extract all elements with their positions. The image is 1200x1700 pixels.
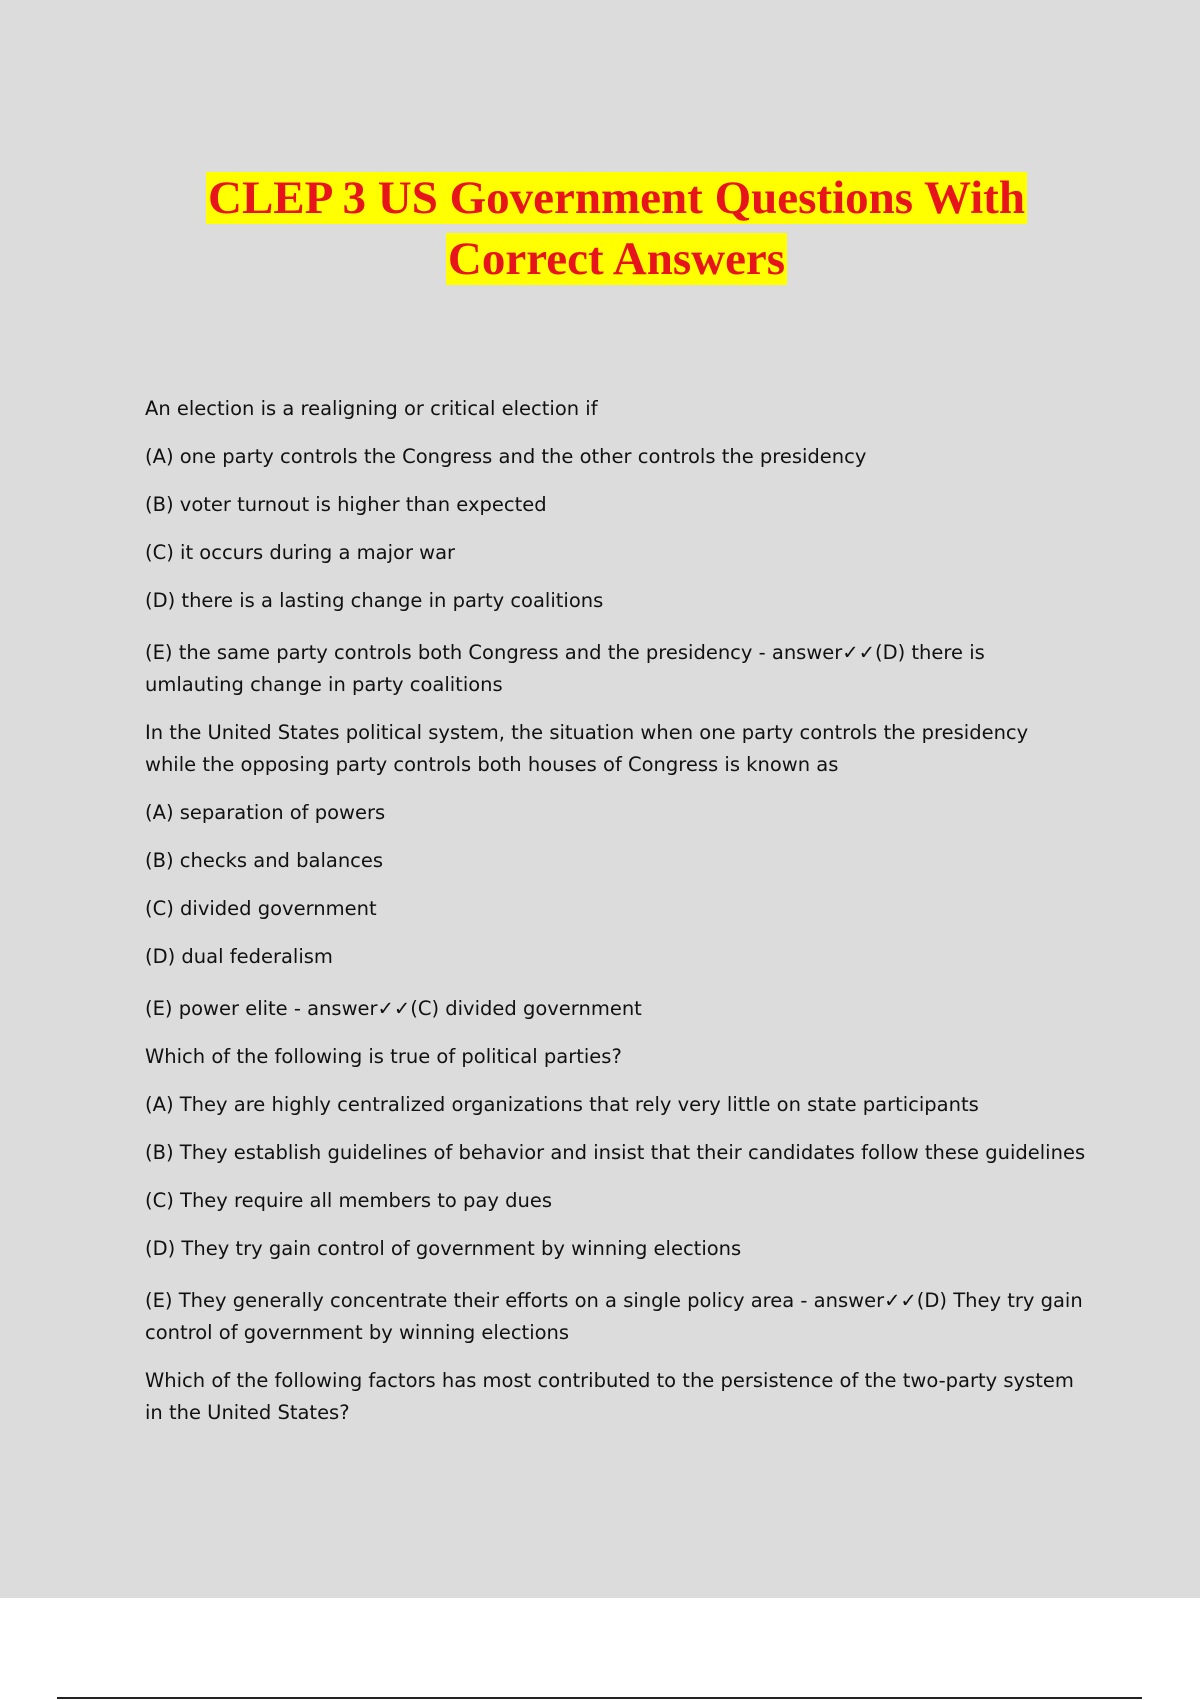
question-1-option-e-answer: (E) the same party controls both Congress and the presidency - answer✓✓(D) there is	[145, 641, 985, 664]
question-2-stem-continued: while the opposing party controls both houses of Congress is known as	[145, 753, 839, 776]
question-4-stem: Which of the following factors has most contributed to the persistence of the two-party system	[145, 1369, 1074, 1392]
title-line-1: CLEP 3 US Government Questions With	[208, 172, 1025, 224]
question-1-option-d: (D) there is a lasting change in party coalitions	[145, 589, 604, 612]
question-2-option-c: (C) divided government	[145, 897, 377, 920]
title-line-2: Correct Answers	[447, 233, 786, 285]
question-3-option-c: (C) They require all members to pay dues	[145, 1189, 553, 1212]
question-3-stem: Which of the following is true of political parties?	[145, 1045, 622, 1068]
question-1-stem: An election is a realigning or critical election if	[145, 397, 598, 420]
question-3-answer-continued: control of government by winning elections	[145, 1321, 570, 1344]
question-3-option-a: (A) They are highly centralized organizations that rely very little on state participants	[145, 1093, 979, 1116]
question-3-option-e-answer: (E) They generally concentrate their efforts on a single policy area - answer✓✓(D) They try gain	[145, 1289, 1083, 1312]
question-3-option-b: (B) They establish guidelines of behavior and insist that their candidates follow these guidelines	[145, 1141, 1086, 1164]
footer-divider	[57, 1697, 1142, 1699]
question-2-option-a: (A) separation of powers	[145, 801, 386, 824]
question-1-option-c: (C) it occurs during a major war	[145, 541, 456, 564]
question-4-stem-continued: in the United States?	[145, 1401, 350, 1424]
question-2-option-e-answer: (E) power elite - answer✓✓(C) divided government	[145, 997, 642, 1020]
question-1-answer-continued: umlauting change in party coalitions	[145, 673, 503, 696]
question-1-option-a: (A) one party controls the Congress and the other controls the presidency	[145, 445, 867, 468]
question-2-option-b: (B) checks and balances	[145, 849, 384, 872]
document-title	[0, 168, 1200, 290]
question-1-option-b: (B) voter turnout is higher than expected	[145, 493, 547, 516]
question-3-option-d: (D) They try gain control of government by winning elections	[145, 1237, 742, 1260]
question-list	[145, 393, 1090, 1429]
question-2-stem: In the United States political system, the situation when one party controls the presidency	[145, 721, 1029, 744]
question-2-option-d: (D) dual federalism	[145, 945, 333, 968]
